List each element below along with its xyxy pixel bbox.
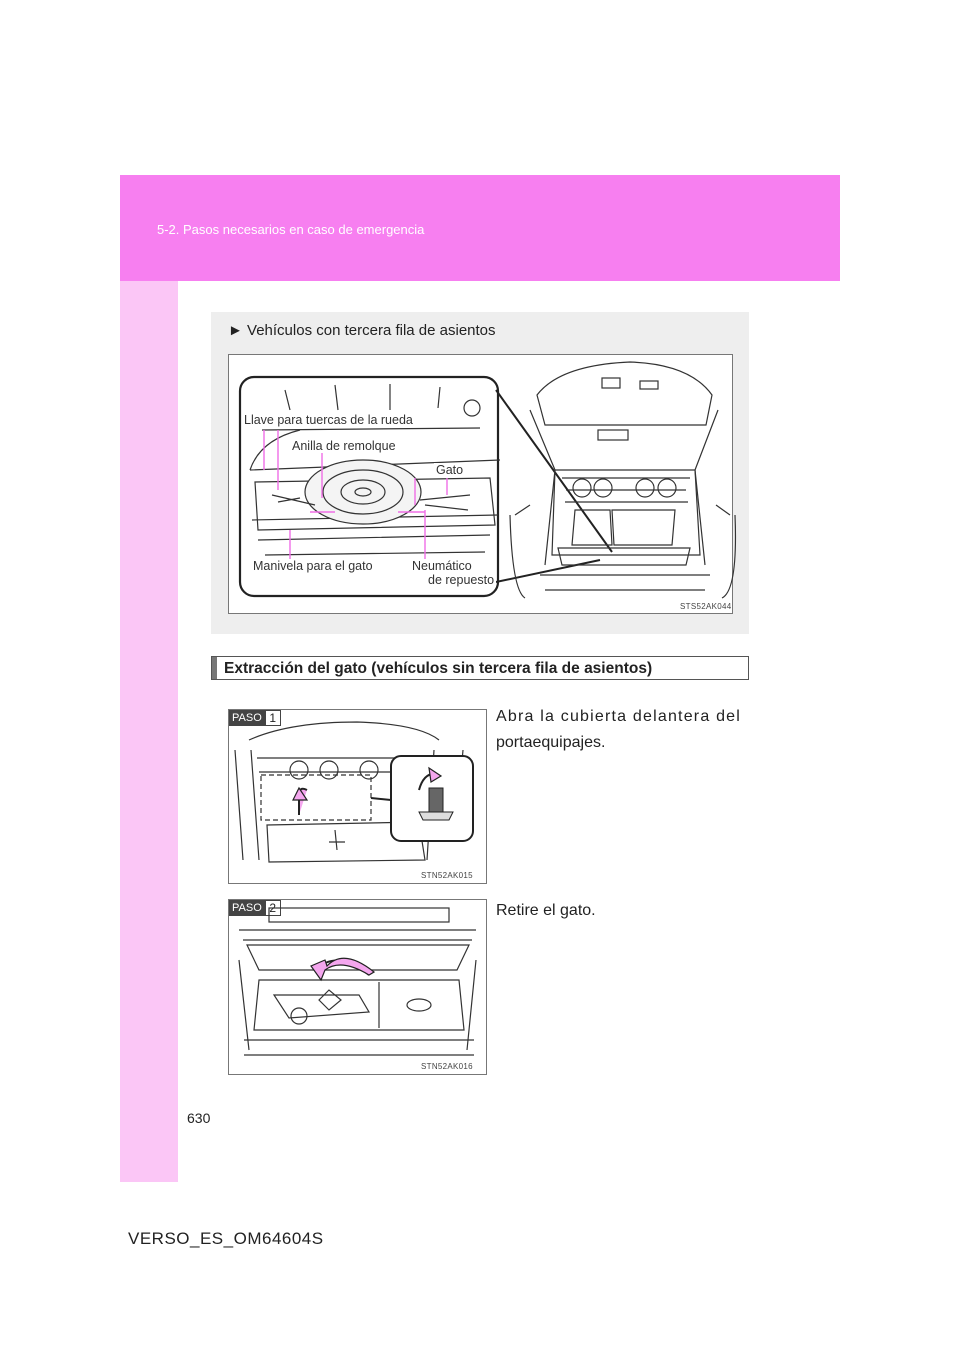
label-spare-tire-line1: Neumático xyxy=(412,559,472,573)
step1-code: STN52AK015 xyxy=(421,871,473,880)
step1-text-line1: Abra la cubierta delantera del xyxy=(496,708,742,725)
label-spare-tire xyxy=(410,559,496,587)
step1-figure xyxy=(228,709,487,884)
label-spare-tire-line2: de repuesto xyxy=(428,573,495,587)
step1-illustration xyxy=(229,710,486,883)
label-wheel-nut-wrench: Llave para tuercas de la rueda xyxy=(244,413,413,427)
page-number: 630 xyxy=(187,1110,211,1126)
section-title: 5-2. Pasos necesarios en caso de emergencia xyxy=(157,222,425,237)
label-jack: Gato xyxy=(436,463,464,477)
step1-text xyxy=(496,704,741,756)
car-rear-illustration xyxy=(510,362,735,598)
label-towing-eye: Anilla de remolque xyxy=(292,439,396,453)
step2-text: Retire el gato. xyxy=(496,902,596,919)
step2-label: PASO xyxy=(229,900,265,916)
document-id: VERSO_ES_OM64604S xyxy=(128,1229,324,1248)
step1-label: PASO xyxy=(229,710,265,726)
step2-code: STN52AK016 xyxy=(421,1062,473,1071)
step2-illustration xyxy=(229,900,486,1074)
subsection-heading xyxy=(211,656,749,680)
caption-text: Vehículos con tercera fila de asientos xyxy=(247,322,496,339)
step1-text-line2: portaequipajes. xyxy=(496,734,606,751)
caption-marker: ► xyxy=(228,322,243,339)
figure1-code: STS52AK044 xyxy=(680,602,732,611)
subsection-bar xyxy=(212,657,217,679)
label-jack-handle: Manivela para el gato xyxy=(253,559,373,573)
step1-number: 1 xyxy=(265,710,281,726)
step2-number: 2 xyxy=(265,900,281,916)
subsection-title: Extracción del gato (vehículos sin tercera fila de asientos) xyxy=(224,660,653,677)
step2-figure xyxy=(228,899,487,1075)
